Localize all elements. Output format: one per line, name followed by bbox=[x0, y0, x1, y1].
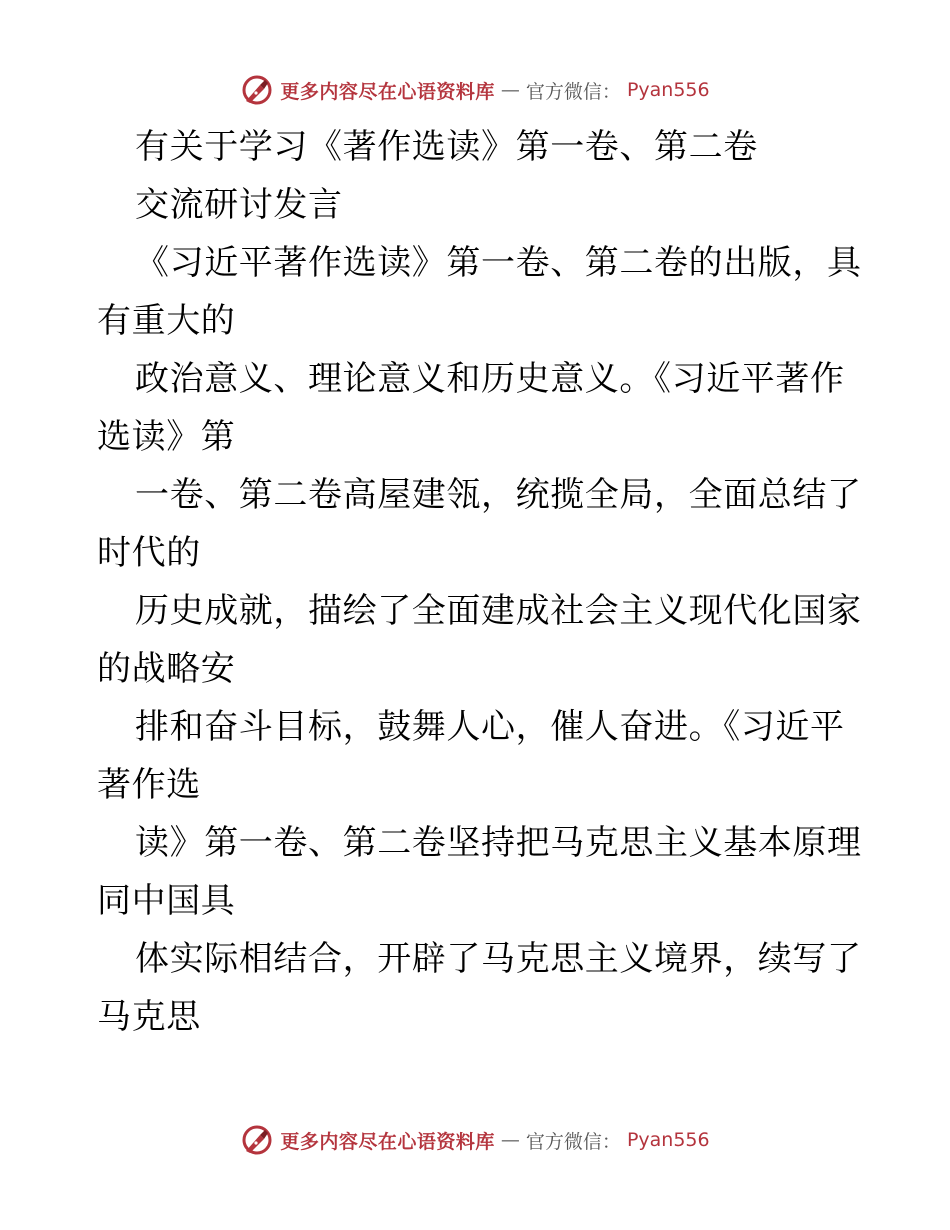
paragraph-line: 排和奋斗目标，鼓舞人心，催人奋进。《习近平 bbox=[135, 707, 845, 747]
watermark-dash: — bbox=[500, 79, 520, 101]
paragraph-line: 《习近平著作选读》第一卷、第二卷的出版，具 bbox=[135, 243, 862, 283]
watermark-wechat-label: 官方微信： bbox=[525, 80, 621, 103]
paragraph-line: 选读》第 bbox=[97, 417, 236, 457]
paragraph-line: 同中国具 bbox=[97, 881, 236, 921]
header-watermark bbox=[0, 70, 950, 110]
paragraph-line: 一卷、第二卷高屋建瓴，统揽全局，全面总结了 bbox=[135, 475, 862, 515]
paragraph-line: 有重大的 bbox=[97, 301, 236, 341]
watermark-brand-text: 更多内容尽在心语资料库 bbox=[280, 80, 495, 103]
paragraph-line: 政治意义、理论意义和历史意义。《习近平著作 bbox=[135, 359, 845, 399]
watermark-wechat-id: Pyan556 bbox=[626, 79, 710, 101]
paragraph-line: 著作选 bbox=[97, 765, 201, 805]
paragraph-line: 读》第一卷、第二卷坚持把马克思主义基本原理 bbox=[135, 823, 862, 863]
paragraph-line: 的战略安 bbox=[97, 649, 236, 689]
paragraph-line: 体实际相结合，开辟了马克思主义境界，续写了 bbox=[135, 939, 862, 979]
footer-watermark bbox=[0, 1120, 950, 1160]
paragraph-line: 历史成就，描绘了全面建成社会主义现代化国家 bbox=[135, 591, 862, 631]
watermark-brand-text: 更多内容尽在心语资料库 bbox=[280, 1130, 495, 1153]
document-title-line: 交流研讨发言 bbox=[135, 185, 343, 225]
paragraph-line: 马克思 bbox=[97, 997, 201, 1037]
pen-nib-logo-icon bbox=[240, 73, 274, 107]
watermark-wechat-id: Pyan556 bbox=[626, 1129, 710, 1151]
paragraph-line: 时代的 bbox=[97, 533, 201, 573]
pen-nib-logo-icon bbox=[240, 1123, 274, 1157]
watermark-dash: — bbox=[500, 1129, 520, 1151]
watermark-wechat-label: 官方微信： bbox=[525, 1130, 621, 1153]
document-title-line: 有关于学习《著作选读》第一卷、第二卷 bbox=[135, 127, 758, 167]
